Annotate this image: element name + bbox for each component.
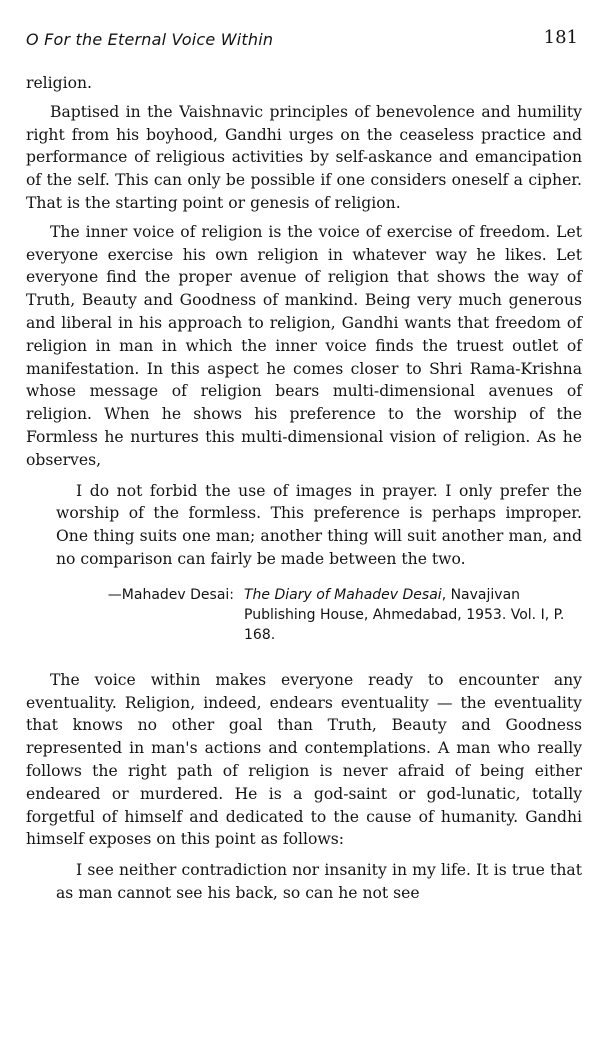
citation-details: , Navajivan Publishing House, Ahmedabad, 1953. Vol. I, P. 168. (244, 586, 565, 643)
block-quote (56, 859, 582, 905)
quote-text: I see neither contradiction nor insanity in my life. It is true that as man cannot see his back, so can he not see (56, 861, 582, 902)
citation-title: The Diary of Mahadev Desai (244, 586, 442, 603)
block-quote (56, 480, 582, 571)
citation-source (244, 585, 582, 645)
body-text (26, 72, 582, 919)
citation (34, 585, 582, 645)
running-title: O For the Eternal Voice Within (26, 30, 274, 49)
page-header (26, 27, 578, 56)
paragraph-continued: religion. (26, 74, 93, 92)
citation-author: —Mahadev Desai: (107, 586, 234, 603)
paragraph: Baptised in the Vaishnavic principles of benevolence and humility right from his boyhood, Gandhi urges on the ceaseless practice and performance of religious activities by self-askance and emancipation of the self. This can only be possible if one considers oneself a cipher. That is the starting point or genesis of religion. (26, 102, 582, 212)
page-number: 181 (543, 27, 578, 48)
paragraph: The voice within makes everyone ready to encounter any eventuality. Religion, indeed, endears eventuality — the eventuality that knows no other goal than Truth, Beauty and Goodness represented in man's actions and contemplations. A man who really follows the right path of religion is never afraid of being either endeared or murdered. He is a god-saint or god-lunatic, totally forgetful of himself and dedicated to the cause of humanity. Gandhi himself exposes on this point as follows: (26, 670, 582, 849)
paragraph: The inner voice of religion is the voice of exercise of freedom. Let everyone exercise his own religion in whatever way he likes. Let everyone find the proper avenue of religion that shows the way of Truth, Beauty and Goodness of mankind. Being very much generous and liberal in his approach to religion, Gandhi wants that freedom of religion in man in which the inner voice finds the truest outlet of manifestation. In this aspect he comes closer to Shri Rama-Krishna whose message of religion bears multi-dimensional avenues of religion. When he shows his preference to the worship of the Formless he nurtures this multi-dimensional vision of religion. As he observes, (26, 222, 582, 469)
quote-text: I do not forbid the use of images in prayer. I only prefer the worship of the formless. This preference is perhaps improper. One thing suits one man; another thing will suit another man, and no comparison can fairly be made between the two. (56, 481, 582, 568)
